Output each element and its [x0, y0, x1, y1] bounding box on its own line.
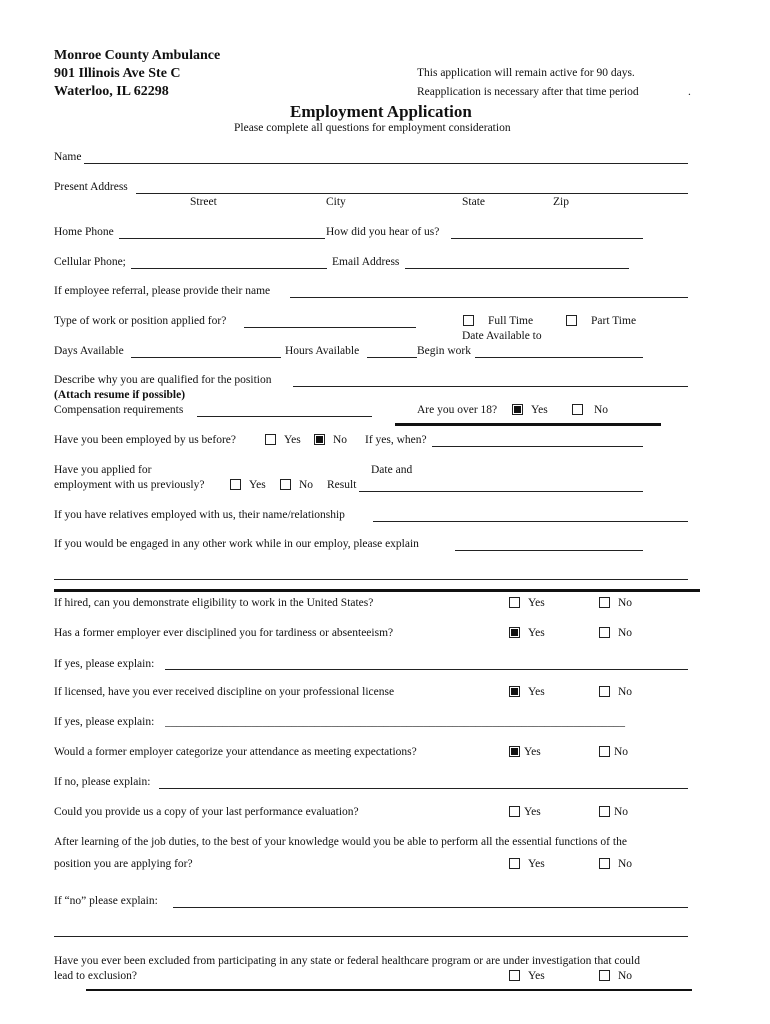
q4-no-checkbox[interactable]	[599, 746, 610, 757]
if-yes-when-field[interactable]	[432, 446, 643, 447]
attach-resume-note: (Attach resume if possible)	[54, 389, 186, 401]
employed-before-no-checkbox[interactable]	[314, 434, 325, 445]
applied-no-label: No	[299, 479, 314, 491]
work-type-field[interactable]	[244, 327, 416, 328]
q3-explain-label: If yes, please explain:	[54, 716, 155, 728]
q4-yes-checkbox[interactable]	[509, 746, 520, 757]
q6-explain-field[interactable]	[173, 907, 688, 908]
q2-explain-field[interactable]	[165, 669, 688, 670]
reapply-notice: Reapplication is necessary after that time period	[417, 86, 639, 98]
compensation-field[interactable]	[197, 416, 372, 417]
zip-caption: Zip	[553, 196, 569, 208]
date-result-field[interactable]	[359, 491, 643, 492]
q6-explain-field-line2[interactable]	[54, 936, 688, 937]
applied-yes-checkbox[interactable]	[230, 479, 241, 490]
q2-no-label: No	[618, 627, 633, 639]
hours-available-label: Hours Available	[285, 345, 360, 357]
part-time-label: Part Time	[591, 315, 637, 327]
page-subtitle: Please complete all questions for employment consideration	[234, 122, 511, 134]
applied-yes-label: Yes	[249, 479, 266, 491]
q3-yes-checkbox[interactable]	[509, 686, 520, 697]
q6-yes-label: Yes	[528, 858, 545, 870]
q1-label: If hired, can you demonstrate eligibility to work in the United States?	[54, 597, 374, 609]
q3-no-checkbox[interactable]	[599, 686, 610, 697]
employed-before-label: Have you been employed by us before?	[54, 434, 237, 446]
q7-no-label: No	[618, 970, 633, 982]
full-time-label: Full Time	[488, 315, 534, 327]
active-notice: This application will remain active for 90 days.	[417, 67, 635, 79]
section-divider-1	[395, 423, 661, 426]
cell-phone-field[interactable]	[131, 268, 327, 269]
present-address-field[interactable]	[136, 193, 688, 194]
over18-yes-label: Yes	[531, 404, 548, 416]
other-work-field[interactable]	[455, 550, 643, 551]
compensation-label: Compensation requirements	[54, 404, 184, 416]
email-field[interactable]	[405, 268, 629, 269]
referral-label: If employee referral, please provide their name	[54, 285, 271, 297]
q6-explain-label: If “no” please explain:	[54, 895, 158, 907]
applied-previously-label: employment with us previously?	[54, 479, 205, 491]
how-heard-label: How did you hear of us?	[326, 226, 440, 238]
how-heard-field[interactable]	[451, 238, 643, 239]
q7-no-checkbox[interactable]	[599, 970, 610, 981]
q1-no-label: No	[618, 597, 633, 609]
name-label: Name	[54, 151, 82, 163]
referral-field[interactable]	[290, 297, 688, 298]
q4-explain-field[interactable]	[159, 788, 688, 789]
q7-label-line1: Have you ever been excluded from participating in any state or federal healthcare program or are under investigation that could	[54, 955, 640, 967]
q3-yes-label: Yes	[528, 686, 545, 698]
relatives-field[interactable]	[373, 521, 688, 522]
result-label: Result	[327, 479, 357, 491]
q2-no-checkbox[interactable]	[599, 627, 610, 638]
part-time-checkbox[interactable]	[566, 315, 577, 326]
street-caption: Street	[190, 196, 217, 208]
q6-yes-checkbox[interactable]	[509, 858, 520, 869]
work-type-label: Type of work or position applied for?	[54, 315, 227, 327]
begin-work-field[interactable]	[475, 357, 643, 358]
q6-label-line1: After learning of the job duties, to the best of your knowledge would you be able to perform all the essential functions of the	[54, 836, 627, 848]
full-time-checkbox[interactable]	[463, 315, 474, 326]
q7-yes-label: Yes	[528, 970, 545, 982]
days-available-field[interactable]	[131, 357, 281, 358]
q4-explain-label: If no, please explain:	[54, 776, 151, 788]
applied-for-label: Have you applied for	[54, 464, 152, 476]
org-address-line1: 901 Illinois Ave Ste C	[54, 66, 181, 81]
employed-before-no-label: No	[333, 434, 348, 446]
q3-explain-field[interactable]: ________________________________________________________________________________	[165, 716, 625, 728]
state-caption: State	[462, 196, 485, 208]
org-name: Monroe County Ambulance	[54, 48, 221, 63]
hours-available-field[interactable]	[367, 357, 417, 358]
home-phone-label: Home Phone	[54, 226, 114, 238]
q1-no-checkbox[interactable]	[599, 597, 610, 608]
city-caption: City	[326, 196, 346, 208]
q6-no-label: No	[618, 858, 633, 870]
q4-no-label: No	[614, 746, 629, 758]
q4-yes-label: Yes	[524, 746, 541, 758]
reapply-notice-dot: .	[688, 86, 691, 98]
employed-before-yes-label: Yes	[284, 434, 301, 446]
q7-label-line2: lead to exclusion?	[54, 970, 138, 982]
page-title: Employment Application	[290, 102, 472, 121]
q5-label: Could you provide us a copy of your last performance evaluation?	[54, 806, 359, 818]
over18-no-label: No	[594, 404, 609, 416]
q1-yes-checkbox[interactable]	[509, 597, 520, 608]
describe-field[interactable]	[293, 386, 688, 387]
q2-explain-label: If yes, please explain:	[54, 658, 155, 670]
over18-no-checkbox[interactable]	[572, 404, 583, 415]
q2-yes-label: Yes	[528, 627, 545, 639]
days-available-label: Days Available	[54, 345, 124, 357]
describe-label: Describe why you are qualified for the position	[54, 374, 272, 386]
date-and-label: Date and	[371, 464, 413, 476]
q5-no-label: No	[614, 806, 629, 818]
begin-work-label: Begin work	[417, 345, 471, 357]
q6-label-line2: position you are applying for?	[54, 858, 193, 870]
over18-label: Are you over 18?	[417, 404, 498, 416]
q6-no-checkbox[interactable]	[599, 858, 610, 869]
q7-yes-checkbox[interactable]	[509, 970, 520, 981]
home-phone-field[interactable]	[119, 238, 325, 239]
name-field[interactable]	[84, 163, 688, 164]
section-divider-2	[54, 589, 700, 592]
q1-yes-label: Yes	[528, 597, 545, 609]
date-available-label: Date Available to	[462, 330, 542, 342]
q3-label: If licensed, have you ever received discipline on your professional license	[54, 686, 395, 698]
q4-label: Would a former employer categorize your attendance as meeting expectations?	[54, 746, 417, 758]
q5-yes-label: Yes	[524, 806, 541, 818]
over18-yes-checkbox[interactable]	[512, 404, 523, 415]
q3-no-label: No	[618, 686, 633, 698]
cell-phone-label: Cellular Phone;	[54, 256, 126, 268]
if-yes-when-label: If yes, when?	[365, 434, 427, 446]
applied-no-checkbox[interactable]	[280, 479, 291, 490]
q2-label: Has a former employer ever disciplined you for tardiness or absenteeism?	[54, 627, 394, 639]
email-label: Email Address	[332, 256, 400, 268]
relatives-label: If you have relatives employed with us, their name/relationship	[54, 509, 345, 521]
org-address-line2: Waterloo, IL 62298	[54, 84, 169, 99]
q5-yes-checkbox[interactable]	[509, 806, 520, 817]
other-work-label: If you would be engaged in any other work while in our employ, please explain	[54, 538, 419, 550]
present-address-label: Present Address	[54, 181, 128, 193]
other-work-field-line2[interactable]	[54, 579, 688, 580]
employed-before-yes-checkbox[interactable]	[265, 434, 276, 445]
q5-no-checkbox[interactable]	[599, 806, 610, 817]
bottom-divider	[86, 989, 692, 991]
q2-yes-checkbox[interactable]	[509, 627, 520, 638]
